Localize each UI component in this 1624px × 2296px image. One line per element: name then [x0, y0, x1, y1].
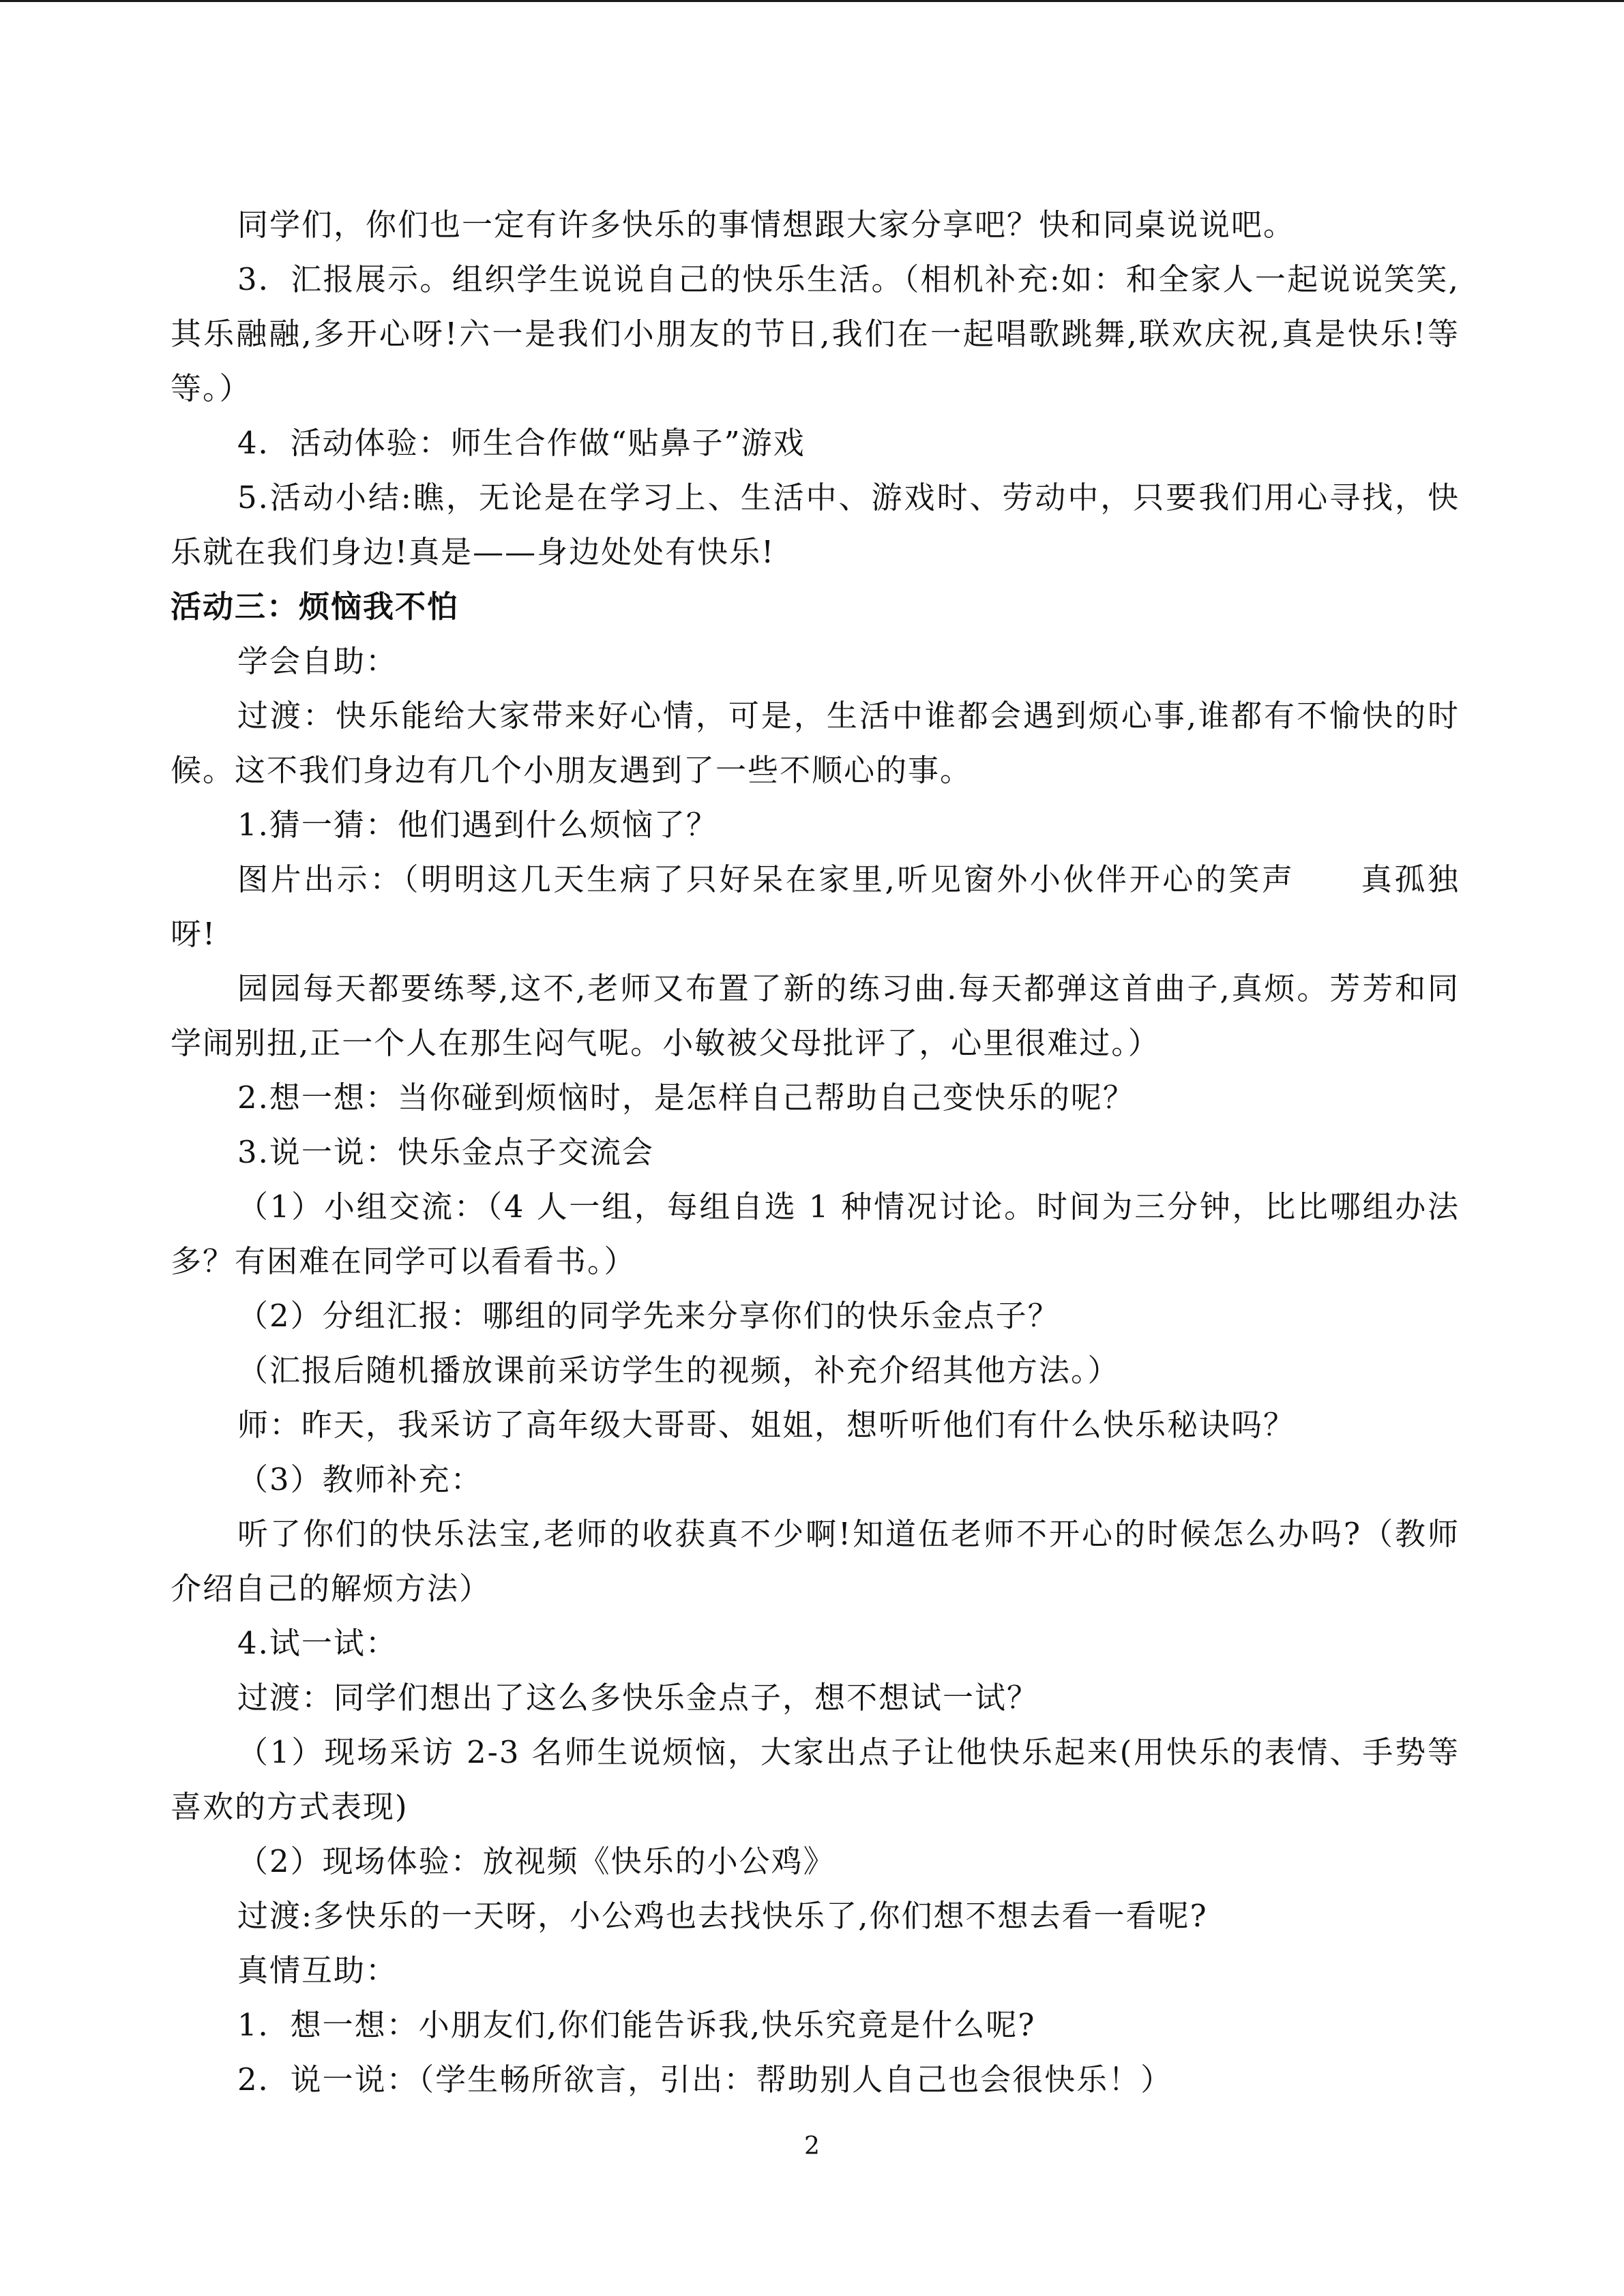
- paragraph-try: 4.试一试：: [237, 1625, 398, 1661]
- paragraph-transition-worries: 过渡：快乐能给大家带来好心情，可是，生活中谁都会遇到烦心事,谁都有不愉快的时候。这不我们身边有几个小朋友遇到了一些不顺心的事。: [171, 698, 1460, 788]
- paragraph-step-5-summary: 5.活动小结:瞧，无论是在学习上、生活中、游戏时、劳动中，只要我们用心寻找，快乐就在我们身边!真是——身边处处有快乐!: [171, 479, 1460, 570]
- paragraph-live-interview: （1）现场采访 2-3 名师生说烦恼，大家出点子让他快乐起来(用快乐的表情、手势等喜欢的方式表现): [171, 1734, 1460, 1825]
- section-heading-activity-3: 活动三：烦恼我不怕: [171, 588, 460, 625]
- paragraph-group-discussion: （1）小组交流：（4 人一组，每组自选 1 种情况讨论。时间为三分钟，比比哪组办法多？有困难在同学可以看看书。）: [171, 1189, 1460, 1279]
- paragraph-group-report: （2）分组汇报：哪组的同学先来分享你们的快乐金点子？: [237, 1298, 1060, 1334]
- top-border-line: [0, 0, 1624, 2]
- paragraph-transition-rooster: 过渡:多快乐的一天呀，小公鸡也去找快乐了,你们想不想去看一看呢?: [237, 1898, 1208, 1934]
- paragraph-teacher-interview: 师：昨天，我采访了高年级大哥哥、姐姐，想听听他们有什么快乐秘诀吗？: [237, 1407, 1296, 1443]
- paragraph-picture-show: 图片出示：（明明这几天生病了只好呆在家里,听见窗外小伙伴开心的笑声 真孤独呀!: [171, 861, 1460, 952]
- paragraph-transition-try: 过渡：同学们想出了这么多快乐金点子，想不想试一试？: [237, 1680, 1039, 1716]
- paragraph-guess: 1.猜一猜：他们遇到什么烦恼了？: [237, 807, 718, 843]
- paragraph-speak: 3.说一说：快乐金点子交流会: [237, 1134, 654, 1170]
- paragraph-teacher-supplement: （3）教师补充：: [237, 1461, 483, 1497]
- paragraph-think-happiness: 1．想一想：小朋友们,你们能告诉我,快乐究竟是什么呢?: [237, 2007, 1036, 2043]
- paragraph-mutual-help: 真情互助：: [237, 1952, 398, 1988]
- paragraph-self-help: 学会自助：: [237, 643, 398, 679]
- document-body: [171, 198, 1460, 2107]
- page-number: 2: [804, 2132, 820, 2160]
- paragraph-step-4-game: 4．活动体验：师生合作做“贴鼻子”游戏: [237, 425, 806, 461]
- paragraph-teacher-method: 听了你们的快乐法宝,老师的收获真不少啊!知道伍老师不开心的时候怎么办吗?（教师介绍自己的解烦方法）: [171, 1516, 1460, 1607]
- paragraph-speak-happiness: 2．说一说：（学生畅所欲言，引出：帮助别人自己也会很快乐！）: [237, 2061, 1173, 2098]
- paragraph-think: 2.想一想：当你碰到烦恼时，是怎样自己帮助自己变快乐的呢？: [237, 1079, 1135, 1116]
- paragraph-share-intro: 同学们，你们也一定有许多快乐的事情想跟大家分享吧？快和同桌说说吧。: [237, 207, 1296, 243]
- paragraph-video-note: （汇报后随机播放课前采访学生的视频，补充介绍其他方法。）: [237, 1352, 1120, 1388]
- paragraph-live-experience: （2）现场体验：放视频《快乐的小公鸡》: [237, 1843, 836, 1879]
- paragraph-yuanyuan: 园园每天都要练琴,这不,老师又布置了新的练习曲.每天都弹这首曲子,真烦。芳芳和同学闹别扭,正一个人在那生闷气呢。小敏被父母批评了，心里很难过。）: [171, 970, 1460, 1061]
- paragraph-step-3-report: 3．汇报展示。组织学生说说自己的快乐生活。（相机补充:如：和全家人一起说说笑笑,其乐融融,多开心呀!六一是我们小朋友的节日,我们在一起唱歌跳舞,联欢庆祝,真是快乐!等等。）: [171, 261, 1460, 406]
